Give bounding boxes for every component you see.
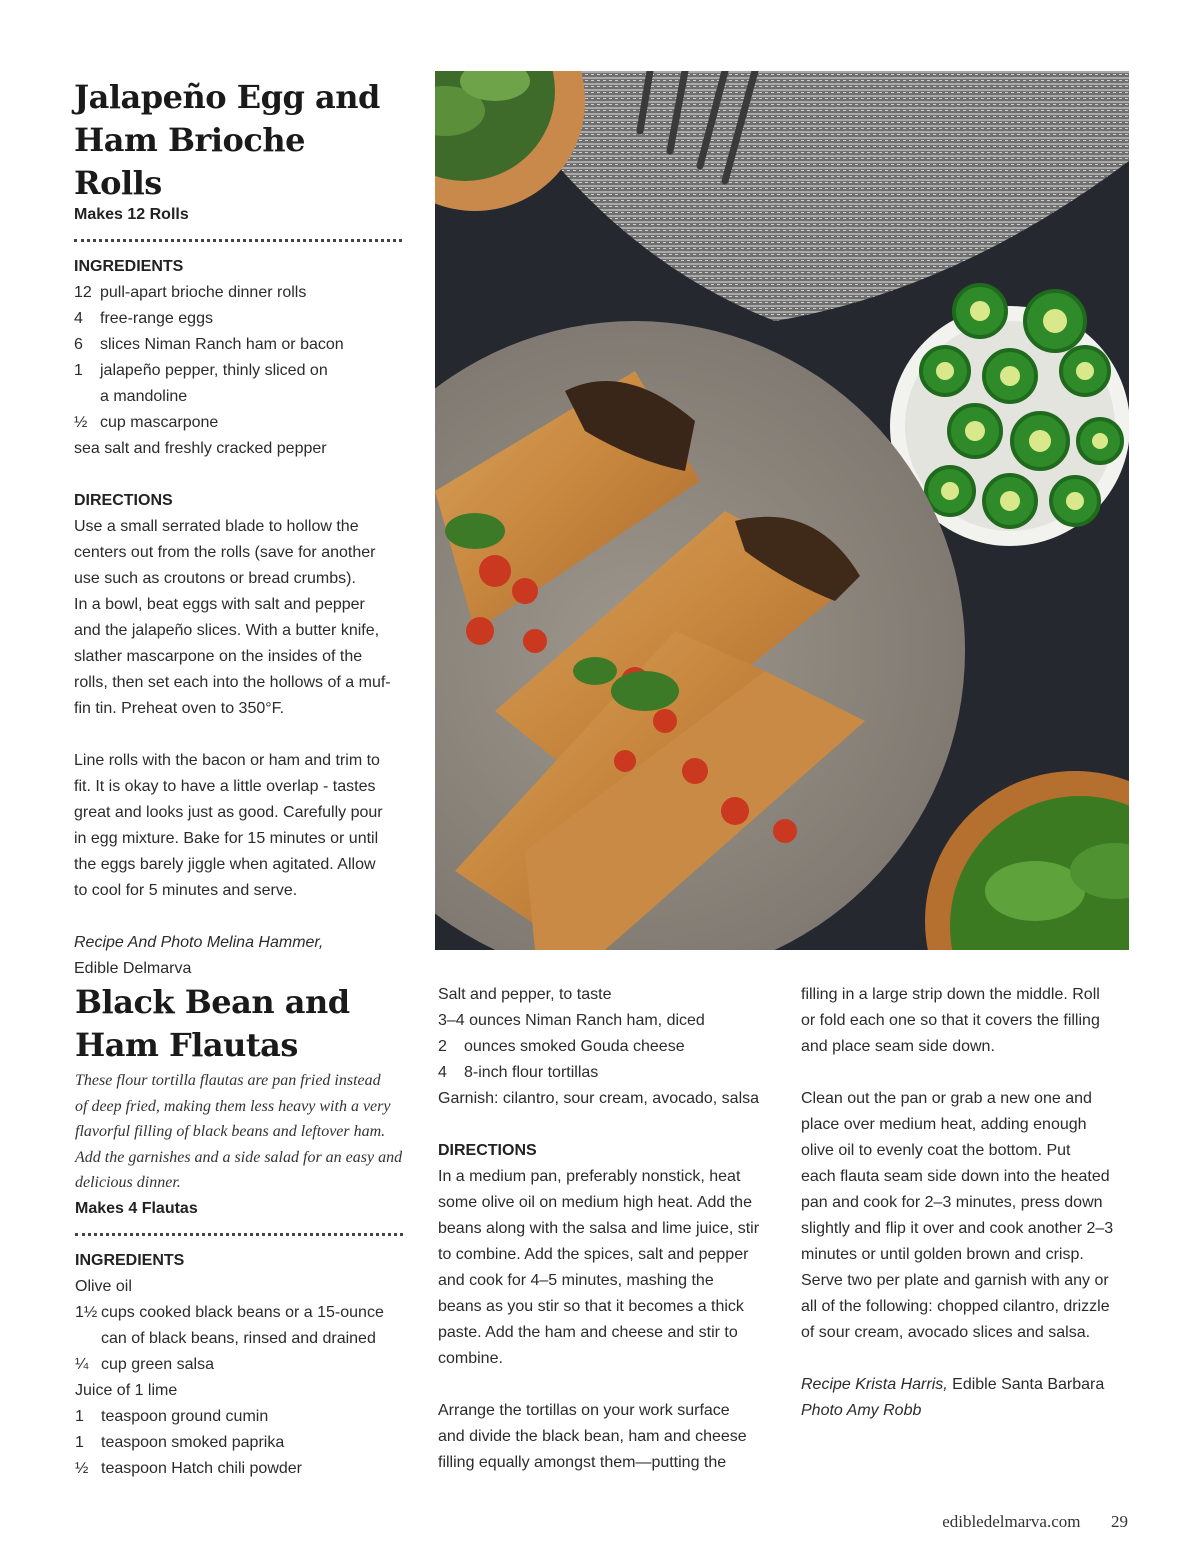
recipe1-ingredient-list	[74, 280, 402, 462]
dotted-divider	[75, 1233, 403, 1236]
ingredient-item: Juice of 1 lime	[75, 1381, 178, 1399]
ingredient-item: Salt and pepper, to taste	[438, 986, 612, 1003]
recipe1-directions: Use a small serrated blade to hollow the centers out from the rolls (save for another use such as croutons or bread crumbs). In a bowl, beat eggs with salt and pepper and the jalapeño slices. With a butter knife, slather mascarpone on the insides of the rolls, then set each into the hollows of a muf- fin tin. Preheat oven to 350°F. Line rolls with the bacon or ham and trim to fit. It is okay to have a little overlap - tastes great and looks just as good. Carefully pour in egg mixture. Bake for 15 minutes or until the eggs barely jiggle when agitated. Allow to cool for 5 minutes and serve.	[74, 518, 391, 899]
ingredient-item: 1 teaspoon ground cumin	[75, 1407, 269, 1425]
recipe2-photo-credit: Photo Amy Robb	[801, 1402, 922, 1419]
ingredient-item: Garnish: cilantro, sour cream, avocado, salsa	[438, 1090, 760, 1107]
recipe2-credit: Recipe Krista Harris, Edible Santa Barbara	[801, 1376, 1105, 1393]
page-number: 29	[1111, 1512, 1128, 1531]
recipe2-yield: Makes 4 Flautas	[75, 1199, 198, 1217]
ingredient-item: 2 ounces smoked Gouda cheese	[438, 1038, 685, 1055]
recipe2-intro: These flour tortilla flautas are pan fried instead of deep fried, making them less heavy with a very flavorful filling of black beans and leftover ham. Add the garnishes and a side salad for an easy and delicious dinner.	[75, 1072, 403, 1191]
recipe1-directions-heading: DIRECTIONS	[74, 492, 173, 509]
ingredient-item: ½ teaspoon Hatch chili powder	[75, 1459, 303, 1477]
flautas-photo-illustration	[435, 71, 1129, 950]
ingredient-item: 6 slices Niman Ranch ham or bacon	[74, 336, 344, 353]
ingredient-item: 1½ cups cooked black beans or a 15-ounce	[75, 1303, 384, 1321]
ingredient-item: Olive oil	[75, 1277, 132, 1295]
recipe1-yield: Makes 12 Rolls	[74, 206, 189, 223]
recipe2-ingredient-list-continued	[438, 982, 778, 1112]
recipe2-directions-continued: filling in a large strip down the middle. Roll or fold each one so that it covers the filling and place seam side down. Clean out the pan or grab a new one and place over medium heat, adding enough olive oil to evenly coat the bottom. Put each flauta seam side down into the heated pan and cook for 2–3 minutes, press down slightly and flip it over and cook another 2–3 minutes or until golden brown and crisp. Serve two per plate and garnish with any or all of the following: chopped cilantro, drizzle of sour cream, avocado slices and salsa.	[801, 986, 1114, 1341]
ingredient-item: 1 jalapeño pepper, thinly sliced on	[74, 362, 328, 379]
ingredient-item: sea salt and freshly cracked pepper	[74, 440, 327, 457]
recipe1-credit: Recipe And Photo Melina Hammer,	[74, 934, 324, 951]
recipe2-column	[75, 981, 403, 1482]
ingredient-item: 12 pull-apart brioche dinner rolls	[74, 284, 307, 301]
recipe1-ingredients-heading: INGREDIENTS	[74, 258, 184, 275]
recipe1-column	[74, 76, 402, 982]
recipe1-title: Jalapeño Egg and Ham Brioche Rolls	[74, 78, 380, 202]
ingredient-item: ¼ cup green salsa	[75, 1355, 214, 1373]
recipe2-middle-column	[438, 982, 778, 1476]
recipe2-ingredients-heading: INGREDIENTS	[75, 1251, 185, 1269]
recipe2-title: Black Bean and Ham Flautas	[75, 983, 350, 1064]
ingredient-item: a mandoline	[100, 388, 188, 405]
ingredient-item: can of black beans, rinsed and drained	[101, 1329, 376, 1347]
ingredient-item: ½ cup mascarpone	[74, 414, 219, 431]
recipe2-right-column	[801, 982, 1141, 1424]
recipe2-directions-heading: DIRECTIONS	[438, 1142, 537, 1159]
recipe1-credit-publication: Edible Delmarva	[74, 960, 192, 977]
page-footer	[942, 1512, 1128, 1532]
food-photo	[435, 71, 1129, 950]
ingredient-item: 3–4 ounces Niman Ranch ham, diced	[438, 1012, 705, 1029]
recipe2-directions: In a medium pan, preferably nonstick, heat some olive oil on medium high heat. Add the beans along with the salsa and lime juice, stir to combine. Add the spices, salt and pepper and cook for 4–5 minutes, mashing the beans as you stir so that it becomes a thick paste. Add the ham and cheese and stir to combine. Arrange the tortillas on your work surface and divide the black bean, ham and cheese filling equally amongst them—putting the	[438, 1168, 760, 1471]
ingredient-item: 1 teaspoon smoked paprika	[75, 1433, 285, 1451]
footer-site: edibledelmarva.com	[942, 1512, 1081, 1531]
recipe2-ingredient-list	[75, 1274, 403, 1482]
ingredient-item: 4 free-range eggs	[74, 310, 213, 327]
ingredient-item: 4 8-inch flour tortillas	[438, 1064, 599, 1081]
dotted-divider	[74, 239, 402, 242]
